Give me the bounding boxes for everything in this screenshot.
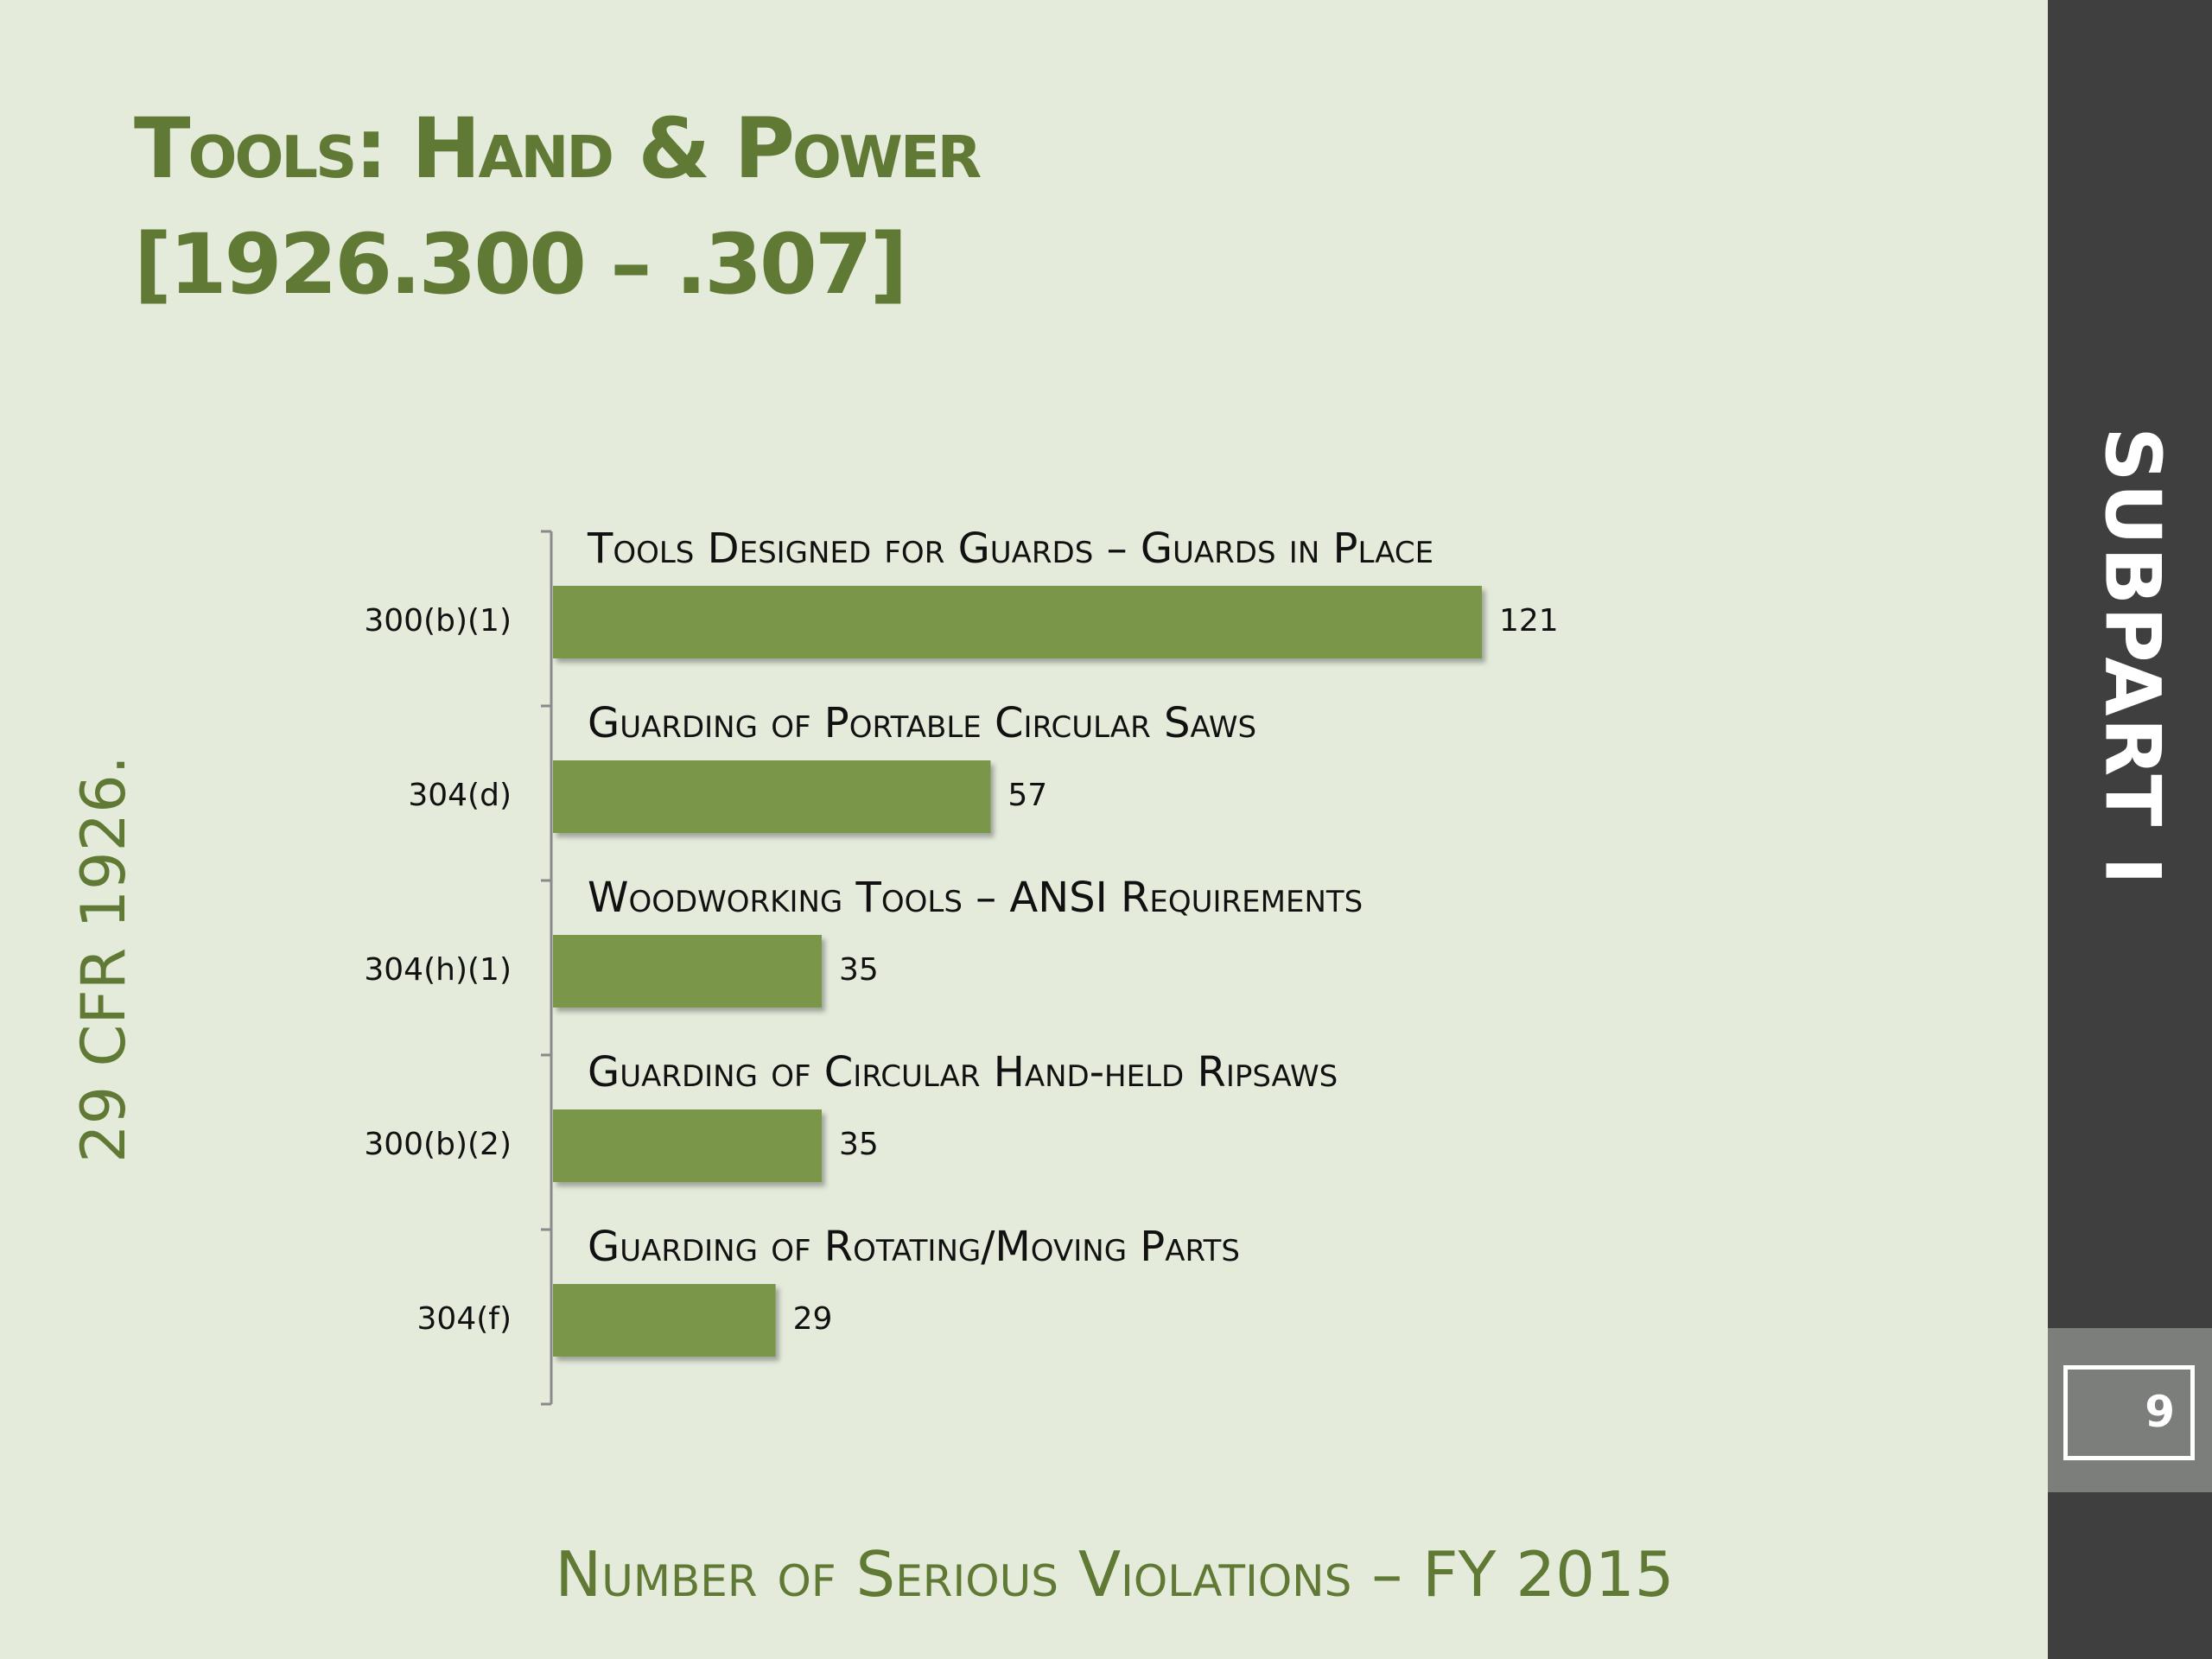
bar-description-label: Guarding of Circular Hand-held Ripsaws	[588, 1048, 1338, 1096]
category-tick-label: 304(f)	[416, 1301, 512, 1337]
bar	[553, 935, 822, 1007]
category-tick-label: 304(d)	[408, 778, 512, 813]
bar	[553, 760, 990, 833]
bar	[553, 1284, 776, 1357]
title-line-1: Tools: Hand & Power	[134, 100, 980, 197]
category-tick-label: 300(b)(2)	[364, 1127, 512, 1162]
bar-value-label: 29	[792, 1301, 833, 1337]
bar-value-label: 35	[838, 1127, 879, 1162]
bar-value-label: 57	[1007, 778, 1048, 813]
bar-description-label: Woodworking Tools – ANSI Requirements	[588, 874, 1363, 922]
x-axis-label: Number of Serious Violations – FY 2015	[555, 1538, 1675, 1611]
bar-value-label: 35	[838, 952, 879, 988]
title-line-2: [1926.300 – .307]	[134, 216, 906, 313]
subpart-label: SUBPART I	[2088, 427, 2177, 887]
category-tick-label: 304(h)(1)	[364, 952, 512, 988]
bar-description-label: Tools Designed for Guards – Guards in Place	[588, 524, 1434, 573]
page-number: 9	[2063, 1365, 2195, 1460]
bar	[553, 586, 1482, 658]
cfr-side-label: 29 CFR 1926.	[68, 755, 139, 1163]
bar-value-label: 121	[1499, 603, 1559, 639]
bar-description-label: Guarding of Portable Circular Saws	[588, 699, 1257, 747]
bar-description-label: Guarding of Rotating/Moving Parts	[588, 1223, 1241, 1271]
category-tick-label: 300(b)(1)	[364, 603, 512, 639]
bar	[553, 1109, 822, 1182]
